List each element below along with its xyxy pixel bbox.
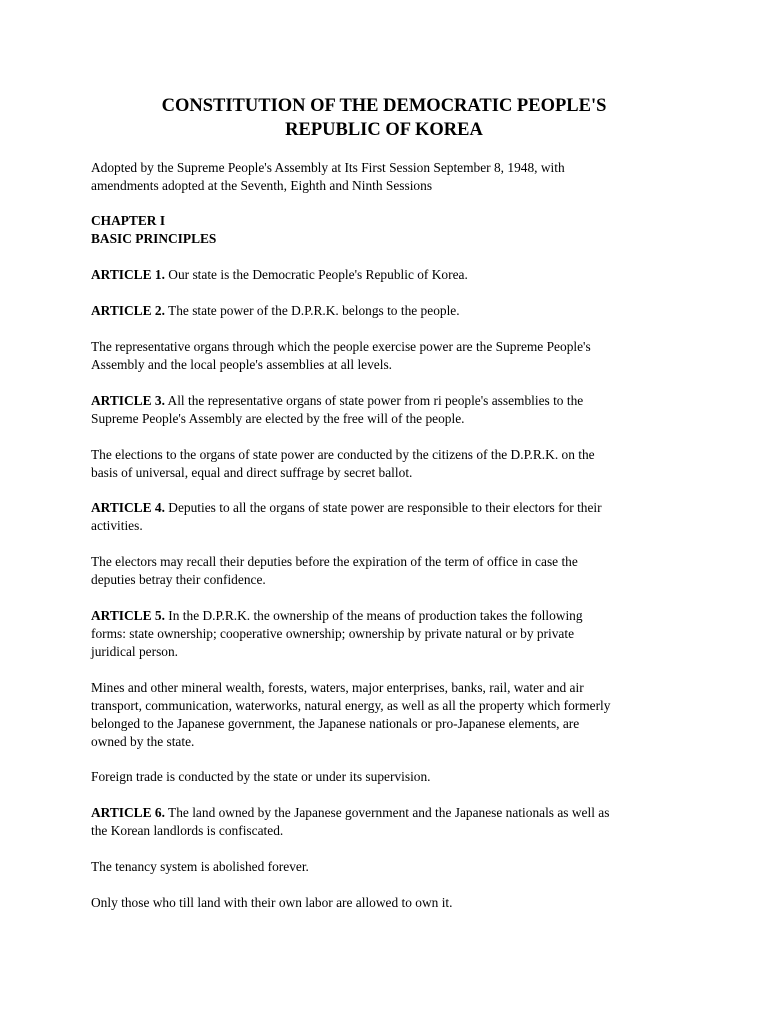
chapter-label: CHAPTER I <box>91 213 166 228</box>
article-2-text: The state power of the D.P.R.K. belongs to the people. <box>164 303 460 318</box>
document-title-line-2: REPUBLIC OF KOREA <box>285 120 483 140</box>
paragraph-line: transport, communication, waterworks, natural energy, as well as all the property which formerly <box>91 698 611 713</box>
article-3-paragraph-2 <box>91 446 691 482</box>
paragraph-line: basis of universal, equal and direct suffrage by secret ballot. <box>91 465 413 480</box>
paragraph-line: Assembly and the local people's assemblies at all levels. <box>91 357 393 372</box>
paragraph-line: forms: state ownership; cooperative ownership; ownership by private natural or by private <box>91 626 575 641</box>
paragraph-line: In the D.P.R.K. the ownership of the means of production takes the following <box>164 608 583 623</box>
article-5-label: ARTICLE 5. <box>91 608 165 623</box>
paragraph-line: Only those who till land with their own labor are allowed to own it. <box>91 895 453 910</box>
paragraph-line: owned by the state. <box>91 734 195 749</box>
document-title-line-1: CONSTITUTION OF THE DEMOCRATIC PEOPLE'S <box>161 96 607 116</box>
article-3 <box>91 392 691 428</box>
article-6-paragraph-2 <box>91 858 691 876</box>
adoption-note-line-2: amendments adopted at the Seventh, Eighth and Ninth Sessions <box>91 178 433 193</box>
article-4-label: ARTICLE 4. <box>91 500 165 515</box>
paragraph-line: Supreme People's Assembly are elected by the free will of the people. <box>91 411 465 426</box>
article-2-paragraph-2 <box>91 338 691 374</box>
paragraph-line: belonged to the Japanese government, the Japanese nationals or pro-Japanese elements, are <box>91 716 580 731</box>
article-4 <box>91 499 691 535</box>
paragraph-line: All the representative organs of state power from ri people's assemblies to the <box>164 393 584 408</box>
adoption-note <box>91 159 691 195</box>
article-3-label: ARTICLE 3. <box>91 393 165 408</box>
article-4-paragraph-2 <box>91 553 691 589</box>
paragraph-line: juridical person. <box>91 644 179 659</box>
paragraph-line: The elections to the organs of state power are conducted by the citizens of the D.P.R.K. on the <box>91 447 595 462</box>
article-5-paragraph-3 <box>91 768 691 786</box>
paragraph-line: The representative organs through which the people exercise power are the Supreme People's <box>91 339 591 354</box>
article-6-paragraph-3 <box>91 894 691 912</box>
article-6-label: ARTICLE 6. <box>91 805 165 820</box>
article-1 <box>91 266 691 284</box>
article-2 <box>91 302 691 320</box>
chapter-title: BASIC PRINCIPLES <box>91 231 217 246</box>
article-5-paragraph-2 <box>91 679 691 751</box>
adoption-note-line-1: Adopted by the Supreme People's Assembly at Its First Session September 8, 1948, with <box>91 160 565 175</box>
paragraph-line: Deputies to all the organs of state power are responsible to their electors for their <box>164 500 602 515</box>
article-1-label: ARTICLE 1. <box>91 267 165 282</box>
paragraph-line: Foreign trade is conducted by the state or under its supervision. <box>91 769 431 784</box>
paragraph-line: Mines and other mineral wealth, forests, waters, major enterprises, banks, rail, water and air <box>91 680 584 695</box>
paragraph-line: The electors may recall their deputies before the expiration of the term of office in case the <box>91 554 578 569</box>
article-1-text: Our state is the Democratic People's Republic of Korea. <box>164 267 468 282</box>
paragraph-line: The land owned by the Japanese government and the Japanese nationals as well as <box>164 805 610 820</box>
paragraph-line: deputies betray their confidence. <box>91 572 266 587</box>
article-6 <box>91 804 691 840</box>
article-5 <box>91 607 691 661</box>
paragraph-line: The tenancy system is abolished forever. <box>91 859 309 874</box>
article-2-label: ARTICLE 2. <box>91 303 165 318</box>
paragraph-line: activities. <box>91 518 143 533</box>
paragraph-line: the Korean landlords is confiscated. <box>91 823 284 838</box>
